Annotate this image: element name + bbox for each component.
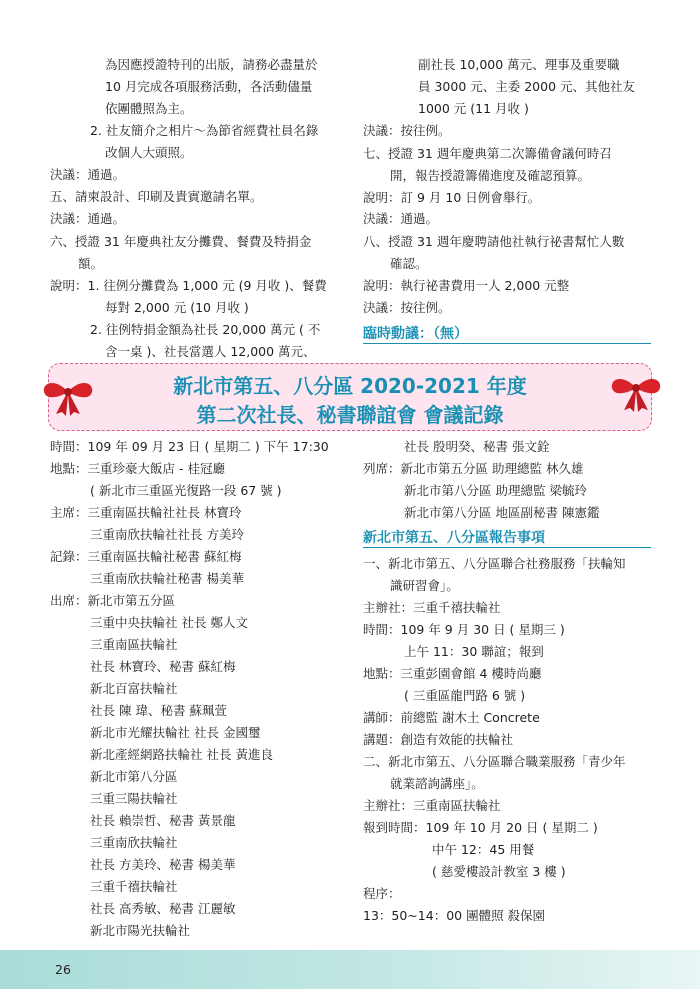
text-line: 就業諮詢講座」。 [390,776,484,791]
text-line: 社長 方美玲、秘書 楊美華 [90,857,236,872]
text-line: 講師：前總監 謝木土 Concrete [363,710,540,725]
text-line: 決議：通過。 [363,211,439,226]
text-line: 說明：執行祕書費用一人 2,000 元整 [363,278,570,293]
text-line: 2. 社友簡介之相片～為節省經費社員名錄 [90,123,319,138]
text-line: ( 慈愛樓設計教室 3 樓 ) [432,864,566,879]
text-line: 決議：按往例。 [363,123,451,138]
text-line: 額。 [78,256,104,271]
text-line: 10 月完成各項服務活動，各活動儘量 [105,79,313,94]
text-line: 主辦社：三重南區扶輪社 [363,798,501,813]
text-line: 三重南欣扶輪社社長 方美玲 [90,527,244,542]
text-line: 為因應授證特刊的出版，請務必盡量於 [105,57,318,72]
text-line: 新北市陽光扶輪社 [90,923,191,938]
text-line: 新北市第八分區 助理總監 梁毓玲 [404,483,587,498]
page-number: 26 [55,962,71,977]
text-line: 主辦社：三重千禧扶輪社 [363,600,501,615]
text-line: ( 三重區龍門路 6 號 ) [404,688,526,703]
text-line: 五、請柬設計、印刷及貴賓邀請名單。 [50,189,263,204]
banner-title-line-1: 新北市第五、八分區 2020-2021 年度 [173,374,527,398]
text-line: 上午 11：30 聯誼；報到 [404,644,544,659]
text-line: 2. 往例特捐金額為社長 20,000 萬元 ( 不 [90,322,321,337]
text-line: 社長 林寶玲、秘書 蘇紅梅 [90,659,236,674]
text-line: 新北市第八分區 [90,769,178,784]
text-line: ( 新北市三重區光復路一段 67 號 ) [90,483,282,498]
text-line: 13：50~14：00 團體照 殺保園 [363,908,546,923]
text-line: 程序： [363,886,401,901]
text-line: 說明：訂 9 月 10 日例會舉行。 [363,190,541,205]
motion-heading: 臨時動議：（無） [363,326,468,342]
text-line: 報到時間：109 年 10 月 20 日 ( 星期二 ) [363,820,598,835]
text-line: 三重千禧扶輪社 [90,879,178,894]
text-line: 1000 元 (11 月收 ) [418,101,529,116]
text-line: 三重南欣扶輪社秘書 楊美華 [90,571,244,586]
text-line: 三重南欣扶輪社 [90,835,178,850]
text-line: 出席：新北市第五分區 [50,593,176,608]
report-heading: 新北市第五、八分區報告事項 [363,530,545,546]
text-line: 開，報告授證籌備進度及確認預算。 [390,168,591,183]
text-line: 八、授證 31 週年慶聘請他社執行祕書幫忙人數 [363,234,625,249]
text-line: 識研習會」。 [390,578,459,593]
heading-underline [363,343,651,344]
banner-title-line-2: 第二次社長、秘書聯誼會 會議記錄 [196,403,504,427]
text-line: 二、新北市第五、八分區聯合職業服務「青少年 [363,754,626,769]
text-line: 新北市光耀扶輪社 社長 金國璽 [90,725,261,740]
text-line: 社長 高秀敏、秘書 江麗敏 [90,901,236,916]
text-line: 地點：三重彭園會館 4 樓時尚廳 [363,666,542,681]
text-line: 記錄：三重南區扶輪社秘書 蘇紅梅 [50,549,242,564]
text-line: 時間：109 年 09 月 23 日 ( 星期二 ) 下午 17:30 [50,439,329,454]
text-line: 社長 陳 瑋、秘書 蘇珮萱 [90,703,227,718]
text-line: 員 3000 元、主委 2000 元、其他社友 [418,79,636,94]
text-line: 三重三陽扶輪社 [90,791,178,806]
text-line: 新北市第八分區 地區副秘書 陳憲鑑 [404,505,600,520]
text-line: 地點：三重珍豪大飯店 - 桂冠廳 [50,461,225,476]
text-line: 新北產經網路扶輪社 社長 黃進良 [90,747,273,762]
text-line: 新北百富扶輪社 [90,681,178,696]
ribbon-bow-left-icon [38,378,98,418]
text-line: 講題：創造有效能的扶輪社 [363,732,514,747]
text-line: 改個人大頭照。 [105,145,193,160]
text-line: 列席：新北市第五分區 助理總監 林久雄 [363,461,584,476]
heading-underline [363,547,651,548]
text-line: 三重中央扶輪社 社長 鄭人文 [90,615,248,630]
text-line: 主席：三重南區扶輪社社長 林寶玲 [50,505,242,520]
text-line: 社長 殷明癸、秘書 張文銓 [404,439,550,454]
text-line: 確認。 [390,256,428,271]
text-line: 含一桌 )、社長當選人 12,000 萬元、 [105,344,316,359]
footer-band [0,950,700,989]
text-line: 決議：通過。 [50,167,126,182]
ribbon-bow-right-icon [606,374,666,414]
text-line: 七、授證 31 週年慶典第二次籌備會議何時召 [363,146,612,161]
text-line: 六、授證 31 年慶典社友分攤費、餐費及特捐金 [50,234,312,249]
text-line: 時間：109 年 9 月 30 日 ( 星期三 ) [363,622,565,637]
text-line: 社長 賴崇哲、秘書 黃景龍 [90,813,236,828]
text-line: 三重南區扶輪社 [90,637,178,652]
text-line: 說明：1. 往例分攤費為 1,000 元 (9 月收 )、餐費 [50,278,327,293]
text-line: 中午 12：45 用餐 [432,842,535,857]
text-line: 決議：按往例。 [363,300,451,315]
text-line: 副社長 10,000 萬元、理事及重要職 [418,57,620,72]
text-line: 一、新北市第五、八分區聯合社務服務「扶輪知 [363,556,626,571]
text-line: 決議：通過。 [50,211,126,226]
text-line: 每對 2,000 元 (10 月收 ) [105,300,249,315]
text-line: 依團體照為主。 [105,101,193,116]
